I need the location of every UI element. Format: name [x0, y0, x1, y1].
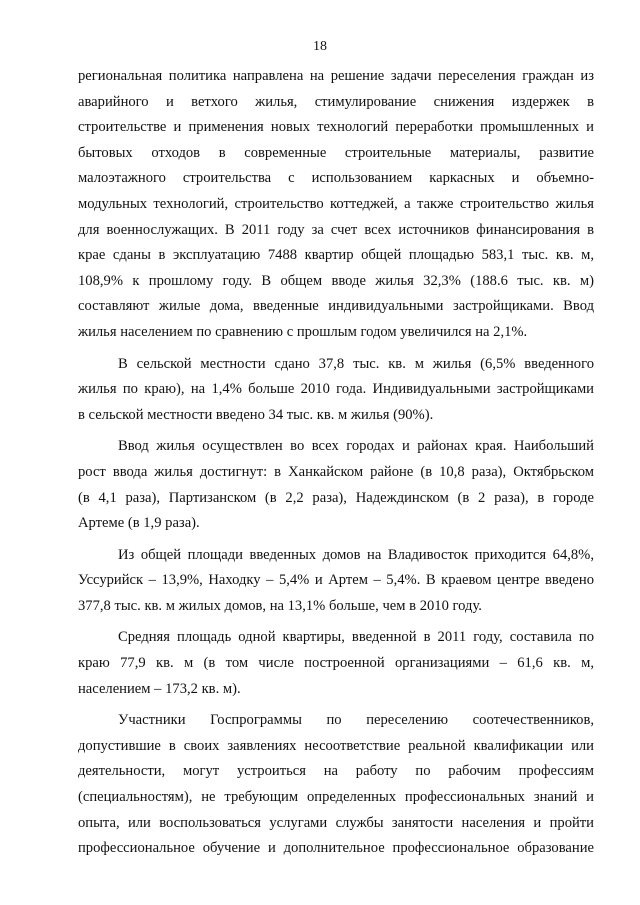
- paragraph-5: [78, 625, 594, 702]
- text-line: 377,8 тыс. кв. м жилых домов, на 13,1% больше, чем в 2010 году.: [78, 597, 482, 614]
- text-line: региональная политика направлена на решение задачи переселения граждан из: [78, 68, 594, 84]
- text-line: В сельской местности сдано 37,8 тыс. кв. м жилья (6,5% введенного: [118, 355, 594, 372]
- text-line: Из общей площади введенных домов на Владивосток приходится 64,8%,: [118, 546, 594, 563]
- text-line: крае сданы в эксплуатацию 7488 квартир общей площадью 583,1 тыс. кв. м,: [78, 247, 594, 264]
- paragraph-3: [78, 434, 594, 536]
- text-line: 108,9% к прошлому году. В общем вводе жилья 32,3% (188.6 тыс. кв. м): [78, 272, 594, 289]
- text-line: населением – 173,2 кв. м).: [78, 680, 241, 697]
- text-line: допустившие в своих заявлениях несоответствие реальной квалификации или: [78, 737, 594, 754]
- text-line: составляют жилые дома, введенные индивидуальными застройщиками. Ввод: [78, 298, 594, 315]
- body-text: [78, 64, 594, 862]
- text-line: краю 77,9 кв. м (в том числе построенной организациями – 61,6 кв. м,: [78, 655, 594, 672]
- page-number: 18: [313, 39, 327, 54]
- text-line: Участники Госпрограммы по переселению соотечественников,: [118, 712, 594, 729]
- text-line: опыта, или воспользоваться услугами службы занятости населения и пройти: [78, 814, 594, 831]
- text-line: жилья населением по сравнению с прошлым годом увеличился на 2,1%.: [78, 323, 528, 340]
- text-line: бытовых отходов в современные строительные материалы, развитие: [78, 144, 594, 161]
- text-line: Ввод жилья осуществлен во всех городах и районах края. Наибольший: [118, 438, 594, 455]
- text-line: (специальностям), не требующим определенных профессиональных знаний и: [78, 789, 594, 806]
- text-line: деятельности, могут устроиться на работу по рабочим профессиям: [78, 763, 594, 780]
- paragraph-4: [78, 543, 594, 620]
- text-line: Средняя площадь одной квартиры, введенной в 2011 году, составила по: [118, 629, 594, 646]
- text-line: аварийного и ветхого жилья, стимулирование снижения издержек в: [78, 93, 594, 110]
- text-line: Уссурийск – 13,9%, Находку – 5,4% и Артем – 5,4%. В краевом центре введено: [78, 572, 594, 589]
- text-line: профессиональное обучение и дополнительное профессиональное образование: [78, 840, 594, 857]
- paragraph-6: [78, 708, 594, 862]
- text-line: Артеме (в 1,9 раза).: [78, 515, 200, 532]
- text-line: модульных технологий, строительство коттеджей, а также строительство жилья: [78, 195, 594, 212]
- paragraph-2: [78, 352, 594, 429]
- text-line: строительстве и применения новых технологий переработки промышленных и: [78, 119, 594, 136]
- paragraph-1: [78, 64, 594, 346]
- text-line: рост ввода жилья достигнут: в Ханкайском районе (в 10,8 раза), Октябрьском: [78, 463, 594, 480]
- text-line: жилья по краю), на 1,4% больше 2010 года. Индивидуальными застройщиками: [78, 381, 594, 398]
- text-line: для военнослужащих. В 2011 году за счет всех источников финансирования в: [78, 221, 594, 238]
- text-line: в сельской местности введено 34 тыс. кв. м жилья (90%).: [78, 406, 434, 423]
- text-line: (в 4,1 раза), Партизанском (в 2,2 раза), Надеждинском (в 2 раза), в городе: [78, 489, 594, 506]
- text-line: малоэтажного строительства с использованием каркасных и объемно-: [78, 170, 594, 187]
